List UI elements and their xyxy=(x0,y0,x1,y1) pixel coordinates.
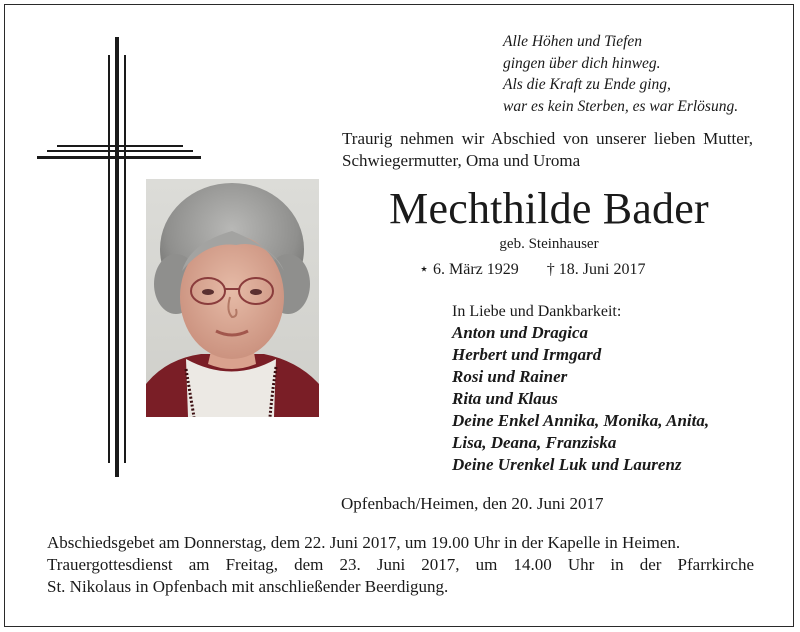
place-and-date: Opfenbach/Heimen, den 20. Juni 2017 xyxy=(341,494,604,513)
poem-line: gingen über dich hinweg. xyxy=(503,54,661,72)
mourner-line: Anton und Dragica xyxy=(452,323,589,342)
poem-line: Als die Kraft zu Ende ging, xyxy=(503,76,671,93)
mourner-line: Rosi und Rainer xyxy=(452,367,568,386)
poem-line: war es kein Sterben, es war Erlösung. xyxy=(503,97,739,115)
portrait-photo xyxy=(146,179,319,417)
service-announcements xyxy=(47,532,754,598)
mourner-line: Deine Enkel Annika, Monika, Anita, xyxy=(452,411,710,430)
life-dates xyxy=(419,260,645,280)
intro-text: Traurig nehmen wir Abschied von unserer lieben Mutter, Schwiegermutter, Oma und Uroma xyxy=(342,129,753,170)
death-date: † 18. Juni 2017 xyxy=(546,261,646,278)
funeral-service-line: St. Nikolaus in Opfenbach mit anschließender Beerdigung. xyxy=(47,577,449,596)
birth-date: ⋆ 6. März 1929 xyxy=(419,261,519,278)
mourner-line: Lisa, Deana, Franziska xyxy=(452,433,617,452)
poem-line: Alle Höhen und Tiefen xyxy=(503,33,643,50)
farewell-prayer: Abschiedsgebet am Donnerstag, dem 22. Juni 2017, um 19.00 Uhr in der Kapelle in Heimen. xyxy=(47,533,681,552)
funeral-service-line: Trauergottesdienst am Freitag, dem 23. Juni 2017, um 14.00 Uhr in der Pfarrkirche xyxy=(47,555,754,574)
mourner-line: Rita und Klaus xyxy=(452,389,558,408)
birth-name: geb. Steinhauser xyxy=(499,236,599,252)
deceased-name: Mechthilde Bader xyxy=(389,184,709,233)
mourners-list xyxy=(452,322,709,476)
mourners-heading: In Liebe und Dankbarkeit: xyxy=(452,303,622,320)
poem xyxy=(503,31,738,117)
mourner-line: Herbert und Irmgard xyxy=(452,345,602,364)
mourner-line: Deine Urenkel Luk und Laurenz xyxy=(452,455,682,474)
